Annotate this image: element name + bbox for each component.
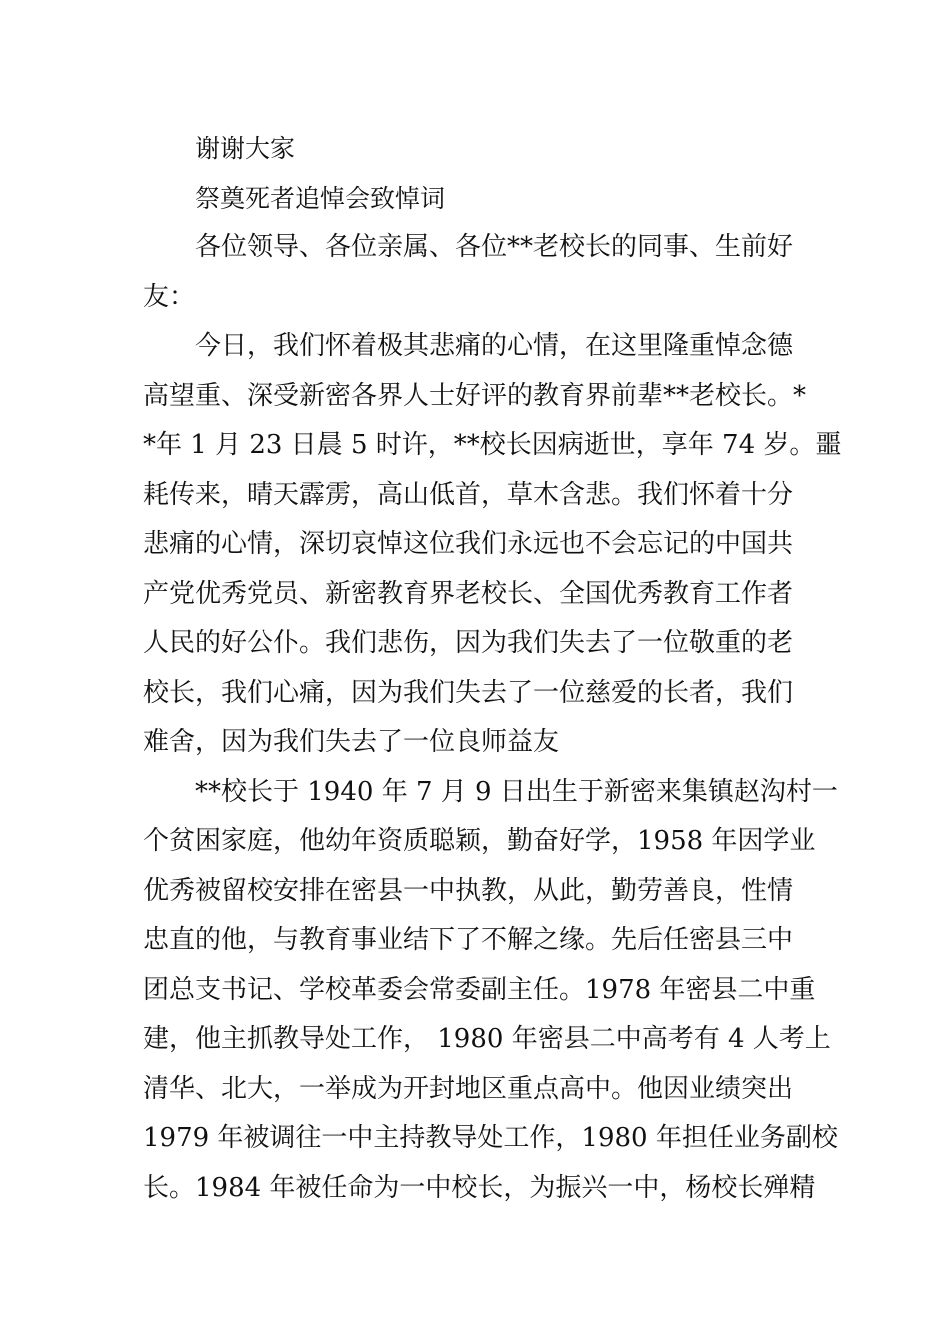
paragraph-2-line-5: 团总支书记、学校革委会常委副主任。1978 年密县二中重 (143, 974, 816, 1005)
paragraph-1-line-6: 产党优秀党员、新密教育界老校长、全国优秀教育工作者 (143, 578, 794, 609)
paragraph-2-line-1: **校长于 1940 年 7 月 9 日出生于新密来集镇赵沟村一 (195, 776, 838, 807)
salutation-line-1: 各位领导、各位亲属、各位**老校长的同事、生前好 (195, 232, 794, 262)
salutation-line-2: 友： (143, 281, 196, 312)
closing-line: 谢谢大家 (195, 134, 296, 163)
paragraph-2-line-9: 长。1984 年被任命为一中校长，为振兴一中，杨校长殚精 (143, 1172, 816, 1203)
document-title: 祭奠死者追悼会致悼词 (195, 183, 446, 213)
paragraph-2-line-4: 忠直的他，与教育事业结下了不解之缘。先后任密县三中 (143, 925, 794, 955)
paragraph-1-line-4: 耗传来，晴天霹雳，高山低首，草木含悲。我们怀着十分 (143, 479, 794, 510)
paragraph-1-line-5: 悲痛的心情，深切哀悼这位我们永远也不会忘记的中国共 (143, 529, 794, 559)
paragraph-1-line-3: *年 1 月 23 日晨 5 时许，**校长因病逝世，享年 74 岁。噩 (143, 430, 842, 460)
paragraph-2-line-2: 个贫困家庭，他幼年资质聪颖，勤奋好学，1958 年因学业 (143, 826, 816, 856)
paragraph-1-line-1: 今日，我们怀着极其悲痛的心情，在这里隆重悼念德 (195, 331, 794, 361)
paragraph-1-line-8: 校长，我们心痛，因为我们失去了一位慈爱的长者，我们 (143, 677, 794, 708)
paragraph-1-line-9: 难舍，因为我们失去了一位良师益友 (143, 727, 560, 757)
document-body (143, 124, 842, 1213)
paragraph-1-line-2: 高望重、深受新密各界人士好评的教育界前辈**老校长。* (143, 380, 807, 411)
paragraph-1-line-7: 人民的好公仆。我们悲伤，因为我们失去了一位敬重的老 (143, 628, 794, 658)
paragraph-2-line-7: 清华、北大，一举成为开封地区重点高中。他因业绩突出 (143, 1073, 794, 1104)
paragraph-2-line-3: 优秀被留校安排在密县一中执教，从此，勤劳善良，性情 (143, 875, 794, 906)
paragraph-2-line-6: 建，他主抓教导处工作， 1980 年密县二中高考有 4 人考上 (143, 1024, 831, 1054)
paragraph-2-line-8: 1979 年被调往一中主持教导处工作，1980 年担任业务副校 (143, 1123, 838, 1153)
